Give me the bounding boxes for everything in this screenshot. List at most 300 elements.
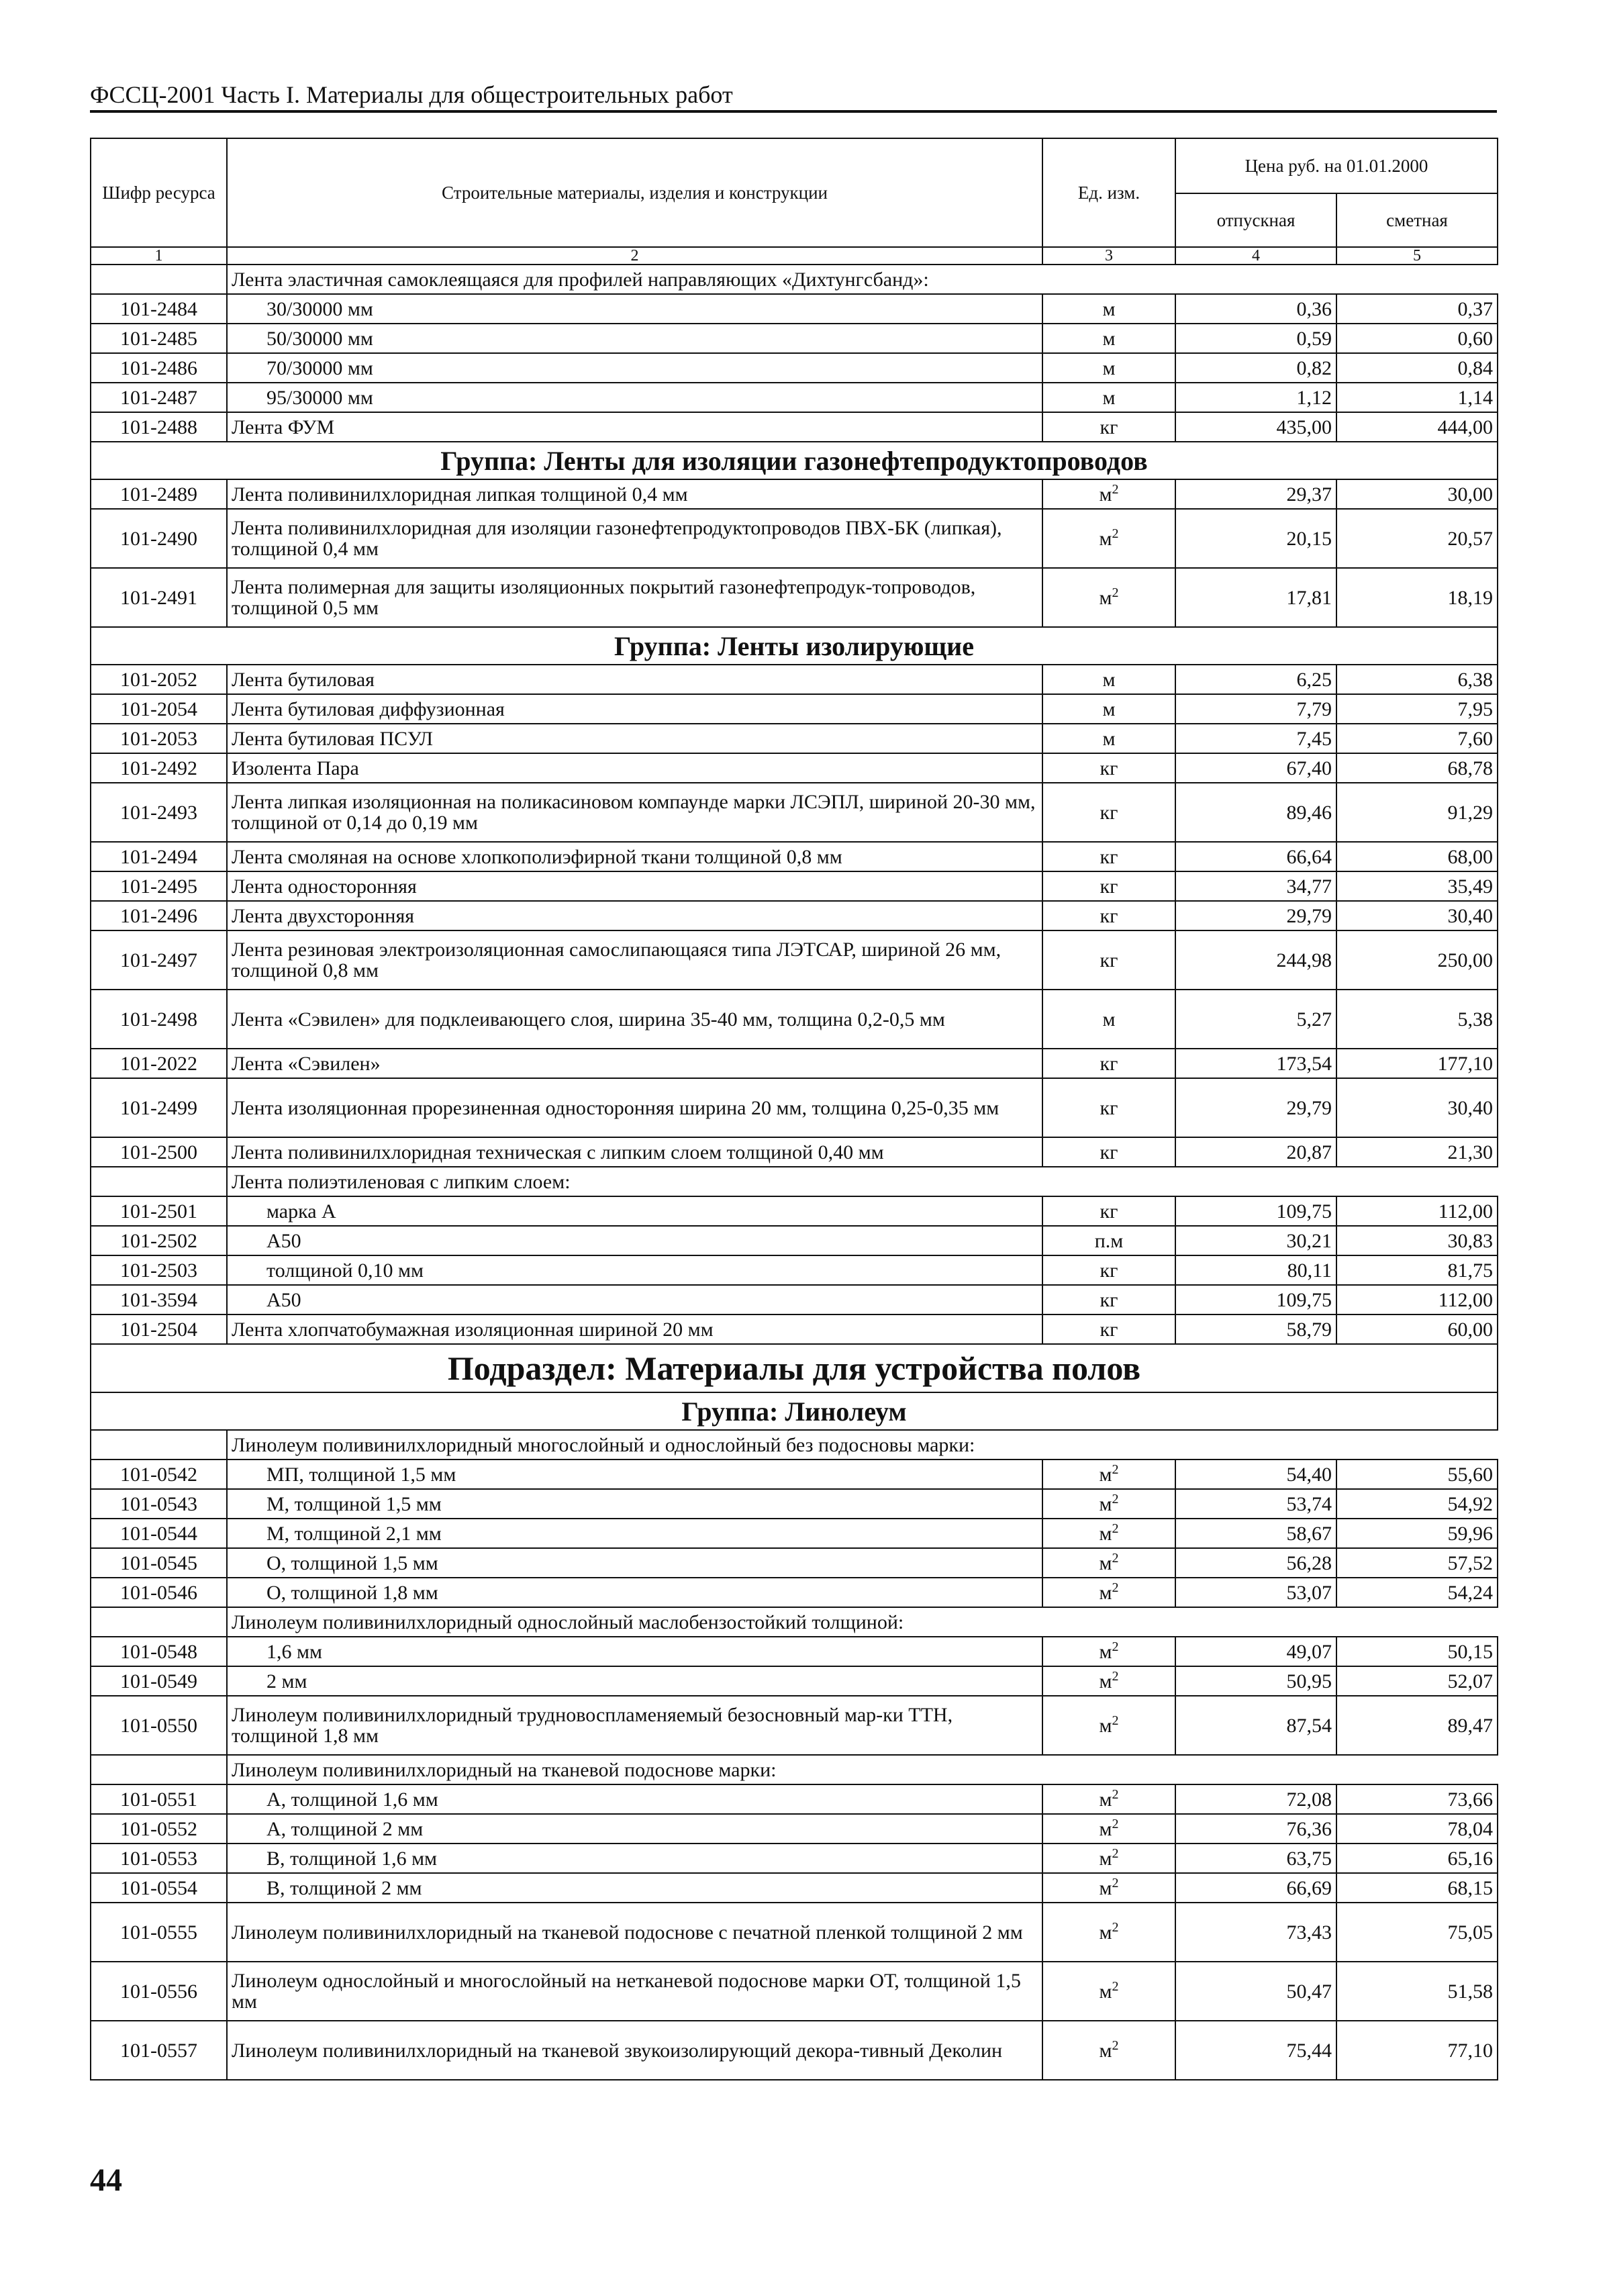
- table-row: [91, 568, 1498, 627]
- name-cell: Линолеум поливинилхлоридный трудновоспламеняемый безосновный мар-ки ТТН, толщиной 1,8 мм: [227, 1696, 1042, 1755]
- code-cell: 101-0557: [91, 2021, 227, 2080]
- code-cell: 101-2489: [91, 479, 227, 509]
- name-cell: В, толщиной 1,6 мм: [227, 1844, 1042, 1873]
- unit-text: кг: [1100, 1259, 1118, 1282]
- price-estimate-cell: 68,15: [1336, 1873, 1498, 1903]
- unit-exponent: 2: [1112, 1580, 1119, 1595]
- price-release-cell: 50,47: [1175, 1962, 1336, 2021]
- price-estimate-cell: 68,78: [1336, 753, 1498, 783]
- table-row: [91, 1314, 1498, 1344]
- table-row: [91, 930, 1498, 990]
- table-row: [91, 1285, 1498, 1314]
- name-cell: Лента липкая изоляционная на поликасиновом компаунде марки ЛСЭПЛ, шириной 20-30 мм, толщиной от 0,14 до 0,19 мм: [227, 783, 1042, 842]
- name-cell: О, толщиной 1,8 мм: [227, 1578, 1042, 1607]
- colnum: 5: [1336, 247, 1498, 265]
- unit-cell: [1042, 1784, 1175, 1814]
- col-head-name: Строительные материалы, изделия и конструкции: [227, 138, 1042, 247]
- unit-exponent: 2: [1112, 526, 1119, 541]
- name-cell: Лента двухсторонняя: [227, 901, 1042, 930]
- name-cell: В, толщиной 2 мм: [227, 1873, 1042, 1903]
- group-heading-row: [91, 442, 1498, 479]
- code-cell: 101-2494: [91, 842, 227, 871]
- price-release-cell: 29,79: [1175, 1078, 1336, 1137]
- table-row: [91, 509, 1498, 568]
- price-estimate-cell: 54,92: [1336, 1489, 1498, 1519]
- code-cell: 101-0552: [91, 1814, 227, 1844]
- unit-text: м: [1099, 1847, 1112, 1870]
- unit-exponent: 2: [1112, 1491, 1119, 1506]
- price-estimate-cell: 30,00: [1336, 479, 1498, 509]
- price-release-cell: 54,40: [1175, 1460, 1336, 1489]
- colnum: 2: [227, 247, 1042, 265]
- unit-text: кг: [1100, 416, 1118, 438]
- table-row: [91, 1814, 1498, 1844]
- code-cell: 101-2022: [91, 1049, 227, 1078]
- code-cell: 101-2504: [91, 1314, 227, 1344]
- unit-text: м: [1102, 386, 1116, 409]
- subsection-heading: Подраздел: Материалы для устройства полов: [91, 1344, 1498, 1392]
- unit-cell: [1042, 1049, 1175, 1078]
- name-cell: Лента поливинилхлоридная техническая с липким слоем толщиной 0,40 мм: [227, 1137, 1042, 1167]
- code-cell: 101-2492: [91, 753, 227, 783]
- name-cell: 70/30000 мм: [227, 353, 1042, 383]
- price-release-cell: 0,36: [1175, 294, 1336, 324]
- table-row: [91, 1873, 1498, 1903]
- table-row: [91, 2021, 1498, 2080]
- name-cell: Лента «Сэвилен» для подклеивающего слоя, ширина 35-40 мм, толщина 0,2-0,5 мм: [227, 990, 1042, 1049]
- code-cell: 101-2502: [91, 1226, 227, 1255]
- table-row: [91, 1049, 1498, 1078]
- name-cell: Линолеум однослойный и многослойный на нетканевой подоснове марки ОТ, толщиной 1,5 мм: [227, 1962, 1042, 2021]
- price-release-cell: 50,95: [1175, 1666, 1336, 1696]
- code-cell: 101-2495: [91, 871, 227, 901]
- table-row: [91, 412, 1498, 442]
- code-cell: 101-2053: [91, 724, 227, 753]
- unit-text: м: [1102, 727, 1116, 750]
- price-release-cell: 20,87: [1175, 1137, 1336, 1167]
- page-number: 44: [90, 2162, 122, 2198]
- price-estimate-cell: 55,60: [1336, 1460, 1498, 1489]
- unit-text: м: [1099, 1670, 1112, 1692]
- table-row: [91, 1196, 1498, 1226]
- price-estimate-cell: 52,07: [1336, 1666, 1498, 1696]
- unit-text: м: [1099, 527, 1112, 550]
- price-estimate-cell: 7,95: [1336, 694, 1498, 724]
- unit-text: м: [1102, 356, 1116, 379]
- unit-cell: [1042, 568, 1175, 627]
- unit-text: м: [1099, 1463, 1112, 1486]
- group-heading: Группа: Линолеум: [91, 1392, 1498, 1430]
- price-release-cell: 75,44: [1175, 2021, 1336, 2080]
- unit-cell: [1042, 694, 1175, 724]
- unit-text: кг: [1100, 1288, 1118, 1311]
- code-cell: 101-0556: [91, 1962, 227, 2021]
- unit-cell: [1042, 990, 1175, 1049]
- price-estimate-cell: 112,00: [1336, 1285, 1498, 1314]
- table-row: [91, 1489, 1498, 1519]
- unit-text: м: [1099, 1551, 1112, 1574]
- unit-text: м: [1102, 327, 1116, 350]
- unit-cell: [1042, 1814, 1175, 1844]
- price-estimate-cell: 60,00: [1336, 1314, 1498, 1344]
- price-estimate-cell: 91,29: [1336, 783, 1498, 842]
- unit-cell: [1042, 1666, 1175, 1696]
- price-release-cell: 34,77: [1175, 871, 1336, 901]
- code-cell: 101-2501: [91, 1196, 227, 1226]
- code-cell: 101-2491: [91, 568, 227, 627]
- price-release-cell: 63,75: [1175, 1844, 1336, 1873]
- name-cell: Лента бутиловая ПСУЛ: [227, 724, 1042, 753]
- unit-exponent: 2: [1112, 1978, 1119, 1994]
- table-row: [91, 1962, 1498, 2021]
- name-cell: 95/30000 мм: [227, 383, 1042, 412]
- price-release-cell: 67,40: [1175, 753, 1336, 783]
- price-release-cell: 66,64: [1175, 842, 1336, 871]
- price-estimate-cell: 7,60: [1336, 724, 1498, 753]
- unit-exponent: 2: [1112, 1668, 1119, 1684]
- unit-exponent: 2: [1112, 1521, 1119, 1536]
- col-head-unit: Ед. изм.: [1042, 138, 1175, 247]
- unit-cell: [1042, 294, 1175, 324]
- unit-cell: [1042, 1226, 1175, 1255]
- unit-cell: [1042, 930, 1175, 990]
- unit-text: кг: [1100, 1052, 1118, 1075]
- unit-text: м: [1102, 668, 1116, 691]
- table-row: [91, 1255, 1498, 1285]
- table-row: [91, 1519, 1498, 1548]
- table-row: [91, 990, 1498, 1049]
- unit-text: кг: [1100, 757, 1118, 779]
- unit-exponent: 2: [1112, 1786, 1119, 1802]
- code-cell: 101-3594: [91, 1285, 227, 1314]
- unit-exponent: 2: [1112, 1875, 1119, 1891]
- unit-cell: [1042, 1255, 1175, 1285]
- code-cell: [91, 1167, 227, 1196]
- price-estimate-cell: 65,16: [1336, 1844, 1498, 1873]
- price-release-cell: 73,43: [1175, 1903, 1336, 1962]
- price-estimate-cell: 54,24: [1336, 1578, 1498, 1607]
- price-estimate-cell: 0,37: [1336, 294, 1498, 324]
- unit-text: м: [1099, 483, 1112, 506]
- price-estimate-cell: 50,15: [1336, 1637, 1498, 1666]
- unit-cell: [1042, 665, 1175, 694]
- price-release-cell: 173,54: [1175, 1049, 1336, 1078]
- code-cell: 101-2498: [91, 990, 227, 1049]
- group-heading-row: [91, 627, 1498, 665]
- price-estimate-cell: 89,47: [1336, 1696, 1498, 1755]
- name-cell: Линолеум поливинилхлоридный на тканевой подоснове с печатной пленкой толщиной 2 мм: [227, 1903, 1042, 1962]
- unit-text: кг: [1100, 845, 1118, 868]
- code-cell: 101-2499: [91, 1078, 227, 1137]
- name-cell: А50: [227, 1285, 1042, 1314]
- table-row: [91, 753, 1498, 783]
- price-estimate-cell: 0,60: [1336, 324, 1498, 353]
- price-estimate-cell: 77,10: [1336, 2021, 1498, 2080]
- code-cell: 101-2490: [91, 509, 227, 568]
- table-row: [91, 324, 1498, 353]
- price-estimate-cell: 73,66: [1336, 1784, 1498, 1814]
- unit-cell: [1042, 871, 1175, 901]
- unit-cell: [1042, 1078, 1175, 1137]
- price-release-cell: 5,27: [1175, 990, 1336, 1049]
- unit-cell: [1042, 412, 1175, 442]
- unit-text: м: [1102, 1008, 1116, 1031]
- price-release-cell: 1,12: [1175, 383, 1336, 412]
- col-head-price: Цена руб. на 01.01.2000: [1175, 138, 1498, 193]
- unit-cell: [1042, 842, 1175, 871]
- unit-cell: [1042, 353, 1175, 383]
- price-release-cell: 7,45: [1175, 724, 1336, 753]
- unit-text: м: [1099, 2039, 1112, 2062]
- price-estimate-cell: 18,19: [1336, 568, 1498, 627]
- unit-text: м: [1099, 1921, 1112, 1944]
- unit-exponent: 2: [1112, 1816, 1119, 1831]
- unit-exponent: 2: [1112, 1713, 1119, 1728]
- caption-text: Линолеум поливинилхлоридный на тканевой подоснове марки:: [227, 1755, 1498, 1784]
- unit-text: м: [1099, 1640, 1112, 1663]
- code-cell: 101-2487: [91, 383, 227, 412]
- unit-text: кг: [1100, 875, 1118, 898]
- name-cell: Лента смоляная на основе хлопкополиэфирной ткани толщиной 0,8 мм: [227, 842, 1042, 871]
- price-release-cell: 0,82: [1175, 353, 1336, 383]
- price-release-cell: 58,67: [1175, 1519, 1336, 1548]
- subsection-heading-row: [91, 1344, 1498, 1392]
- table-row: [91, 1078, 1498, 1137]
- table-row: [91, 871, 1498, 901]
- code-cell: 101-0551: [91, 1784, 227, 1814]
- unit-cell: [1042, 1460, 1175, 1489]
- code-cell: 101-0549: [91, 1666, 227, 1696]
- name-cell: Лента бутиловая диффузионная: [227, 694, 1042, 724]
- colnum: 3: [1042, 247, 1175, 265]
- code-cell: 101-0554: [91, 1873, 227, 1903]
- code-cell: 101-0548: [91, 1637, 227, 1666]
- unit-cell: [1042, 1903, 1175, 1962]
- unit-exponent: 2: [1112, 481, 1119, 497]
- name-cell: М, толщиной 1,5 мм: [227, 1489, 1042, 1519]
- code-cell: 101-2497: [91, 930, 227, 990]
- name-cell: Лента бутиловая: [227, 665, 1042, 694]
- unit-text: кг: [1100, 1318, 1118, 1341]
- price-release-cell: 76,36: [1175, 1814, 1336, 1844]
- unit-text: м: [1099, 1522, 1112, 1545]
- name-cell: А, толщиной 1,6 мм: [227, 1784, 1042, 1814]
- table-row: [91, 1137, 1498, 1167]
- code-cell: 101-2054: [91, 694, 227, 724]
- name-cell: Лента поливинилхлоридная липкая толщиной 0,4 мм: [227, 479, 1042, 509]
- unit-exponent: 2: [1112, 1639, 1119, 1654]
- price-estimate-cell: 81,75: [1336, 1255, 1498, 1285]
- code-cell: 101-2486: [91, 353, 227, 383]
- unit-cell: [1042, 1873, 1175, 1903]
- col-head-estimate: сметная: [1336, 193, 1498, 247]
- price-estimate-cell: 20,57: [1336, 509, 1498, 568]
- price-estimate-cell: 6,38: [1336, 665, 1498, 694]
- name-cell: Лента изоляционная прорезиненная односторонняя ширина 20 мм, толщина 0,25-0,35 мм: [227, 1078, 1042, 1137]
- unit-text: п.м: [1094, 1229, 1124, 1252]
- group-heading: Группа: Ленты изолирующие: [91, 627, 1498, 665]
- caption-text: Линолеум поливинилхлоридный многослойный и однослойный без подосновы марки:: [227, 1430, 1498, 1460]
- unit-cell: [1042, 1137, 1175, 1167]
- table-body: [91, 265, 1498, 2080]
- name-cell: Линолеум поливинилхлоридный на тканевой звукоизолирующий декора-тивный Деколин: [227, 2021, 1042, 2080]
- price-estimate-cell: 30,83: [1336, 1226, 1498, 1255]
- unit-cell: [1042, 324, 1175, 353]
- unit-cell: [1042, 1489, 1175, 1519]
- name-cell: толщиной 0,10 мм: [227, 1255, 1042, 1285]
- price-release-cell: 435,00: [1175, 412, 1336, 442]
- code-cell: 101-2052: [91, 665, 227, 694]
- name-cell: 30/30000 мм: [227, 294, 1042, 324]
- table-row: [91, 842, 1498, 871]
- unit-text: м: [1099, 1876, 1112, 1899]
- code-cell: 101-0555: [91, 1903, 227, 1962]
- price-release-cell: 49,07: [1175, 1637, 1336, 1666]
- code-cell: 101-0542: [91, 1460, 227, 1489]
- table-row: [91, 1226, 1498, 1255]
- price-release-cell: 53,74: [1175, 1489, 1336, 1519]
- unit-text: м: [1099, 586, 1112, 609]
- unit-text: кг: [1100, 904, 1118, 927]
- code-cell: 101-2500: [91, 1137, 227, 1167]
- price-release-cell: 7,79: [1175, 694, 1336, 724]
- price-release-cell: 87,54: [1175, 1696, 1336, 1755]
- code-cell: 101-0550: [91, 1696, 227, 1755]
- name-cell: 2 мм: [227, 1666, 1042, 1696]
- code-cell: 101-2493: [91, 783, 227, 842]
- name-cell: М, толщиной 2,1 мм: [227, 1519, 1042, 1548]
- price-estimate-cell: 59,96: [1336, 1519, 1498, 1548]
- table-row: [91, 901, 1498, 930]
- price-estimate-cell: 51,58: [1336, 1962, 1498, 2021]
- price-release-cell: 56,28: [1175, 1548, 1336, 1578]
- table-row: [91, 724, 1498, 753]
- table-row: [91, 1460, 1498, 1489]
- table-row: [91, 1844, 1498, 1873]
- unit-cell: [1042, 479, 1175, 509]
- price-estimate-cell: 78,04: [1336, 1814, 1498, 1844]
- price-estimate-cell: 35,49: [1336, 871, 1498, 901]
- price-estimate-cell: 1,14: [1336, 383, 1498, 412]
- unit-cell: [1042, 383, 1175, 412]
- unit-text: кг: [1100, 1200, 1118, 1223]
- table-row: [91, 1903, 1498, 1962]
- table-row: [91, 783, 1498, 842]
- code-cell: 101-2503: [91, 1255, 227, 1285]
- name-cell: марка А: [227, 1196, 1042, 1226]
- price-release-cell: 89,46: [1175, 783, 1336, 842]
- code-cell: 101-0544: [91, 1519, 227, 1548]
- unit-cell: [1042, 1578, 1175, 1607]
- table-row: [91, 665, 1498, 694]
- unit-cell: [1042, 1285, 1175, 1314]
- price-release-cell: 109,75: [1175, 1196, 1336, 1226]
- code-cell: 101-0545: [91, 1548, 227, 1578]
- name-cell: О, толщиной 1,5 мм: [227, 1548, 1042, 1578]
- caption-text: Лента полиэтиленовая с липким слоем:: [227, 1167, 1498, 1196]
- caption-row: [91, 1167, 1498, 1196]
- price-release-cell: 58,79: [1175, 1314, 1336, 1344]
- price-estimate-cell: 250,00: [1336, 930, 1498, 990]
- price-release-cell: 6,25: [1175, 665, 1336, 694]
- name-cell: МП, толщиной 1,5 мм: [227, 1460, 1042, 1489]
- name-cell: Лента поливинилхлоридная для изоляции газонефтепродуктопроводов ПВХ-БК (липкая), толщиной 0,4 мм: [227, 509, 1042, 568]
- price-estimate-cell: 30,40: [1336, 1078, 1498, 1137]
- table-row: [91, 353, 1498, 383]
- price-release-cell: 66,69: [1175, 1873, 1336, 1903]
- caption-row: [91, 1430, 1498, 1460]
- table-row: [91, 1666, 1498, 1696]
- table-row: [91, 1578, 1498, 1607]
- unit-cell: [1042, 1314, 1175, 1344]
- unit-cell: [1042, 1844, 1175, 1873]
- caption-row: [91, 1755, 1498, 1784]
- code-cell: 101-0543: [91, 1489, 227, 1519]
- name-cell: Лента хлопчатобумажная изоляционная шириной 20 мм: [227, 1314, 1042, 1344]
- price-release-cell: 53,07: [1175, 1578, 1336, 1607]
- unit-text: м: [1099, 1817, 1112, 1840]
- name-cell: Лента резиновая электроизоляционная самослипающаяся типа ЛЭТСАР, шириной 26 мм, толщиной 0,8 мм: [227, 930, 1042, 990]
- unit-text: кг: [1100, 1141, 1118, 1163]
- price-estimate-cell: 30,40: [1336, 901, 1498, 930]
- colnum: 4: [1175, 247, 1336, 265]
- unit-exponent: 2: [1112, 1550, 1119, 1566]
- unit-cell: [1042, 1696, 1175, 1755]
- caption-row: [91, 1607, 1498, 1637]
- price-estimate-cell: 444,00: [1336, 412, 1498, 442]
- price-release-cell: 17,81: [1175, 568, 1336, 627]
- group-heading: Группа: Ленты для изоляции газонефтепродуктопроводов: [91, 442, 1498, 479]
- unit-exponent: 2: [1112, 1846, 1119, 1861]
- unit-text: м: [1099, 1980, 1112, 2003]
- price-release-cell: 72,08: [1175, 1784, 1336, 1814]
- unit-exponent: 2: [1112, 2038, 1119, 2053]
- col-head-code: Шифр ресурса: [91, 138, 227, 247]
- unit-text: кг: [1100, 801, 1118, 824]
- unit-cell: [1042, 1637, 1175, 1666]
- unit-text: м: [1099, 1581, 1112, 1604]
- code-cell: [91, 265, 227, 294]
- code-cell: 101-0546: [91, 1578, 227, 1607]
- price-table: [90, 138, 1498, 2080]
- price-estimate-cell: 21,30: [1336, 1137, 1498, 1167]
- unit-cell: [1042, 1962, 1175, 2021]
- price-estimate-cell: 112,00: [1336, 1196, 1498, 1226]
- name-cell: 50/30000 мм: [227, 324, 1042, 353]
- group-heading-row: [91, 1392, 1498, 1430]
- table-row: [91, 1784, 1498, 1814]
- table-row: [91, 1696, 1498, 1755]
- code-cell: [91, 1430, 227, 1460]
- price-release-cell: 244,98: [1175, 930, 1336, 990]
- unit-text: м: [1102, 297, 1116, 320]
- price-estimate-cell: 5,38: [1336, 990, 1498, 1049]
- code-cell: 101-2488: [91, 412, 227, 442]
- table-row: [91, 294, 1498, 324]
- price-estimate-cell: 75,05: [1336, 1903, 1498, 1962]
- unit-cell: [1042, 753, 1175, 783]
- name-cell: Изолента Пара: [227, 753, 1042, 783]
- unit-cell: [1042, 783, 1175, 842]
- unit-cell: [1042, 1196, 1175, 1226]
- price-estimate-cell: 0,84: [1336, 353, 1498, 383]
- unit-text: м: [1102, 698, 1116, 720]
- name-cell: Лента «Сэвилен»: [227, 1049, 1042, 1078]
- table-row: [91, 479, 1498, 509]
- name-cell: Лента ФУМ: [227, 412, 1042, 442]
- col-head-release: отпускная: [1175, 193, 1336, 247]
- unit-cell: [1042, 1548, 1175, 1578]
